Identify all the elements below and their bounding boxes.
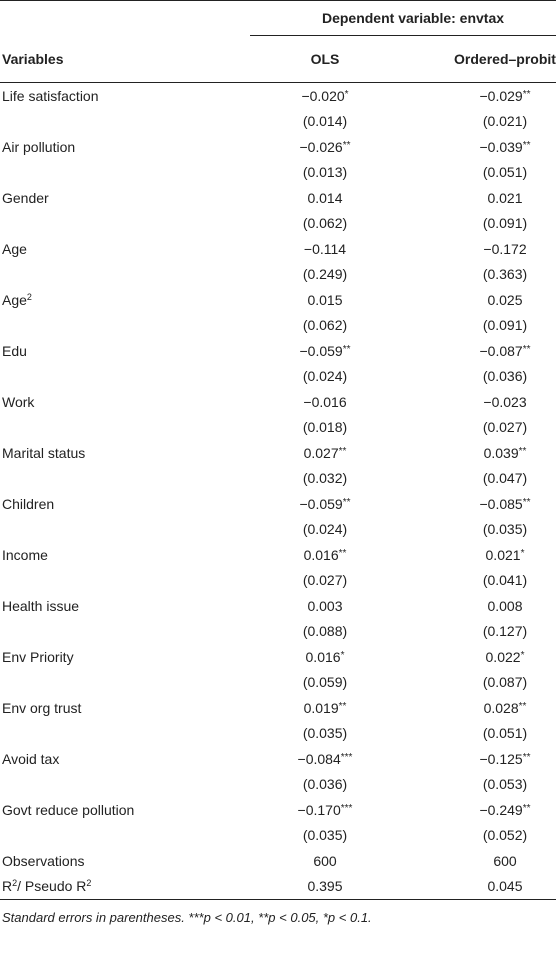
table-row	[0, 593, 556, 619]
ordered-probit-value: (0.021)	[482, 113, 528, 130]
table-row	[0, 746, 556, 772]
variable-label	[0, 517, 250, 543]
table-row	[0, 160, 556, 186]
table-row	[0, 670, 556, 696]
significance-stars: **	[338, 700, 347, 712]
table-row	[0, 185, 556, 211]
table-row	[0, 619, 556, 645]
significance-stars: *	[520, 547, 525, 559]
ordered-probit-value: (0.041)	[482, 572, 528, 589]
ols-value: (0.062)	[302, 317, 348, 334]
ols-value: (0.059)	[302, 674, 348, 691]
table-row	[0, 211, 556, 237]
ols-value: 0.003	[307, 597, 343, 614]
variable-label: Age	[2, 240, 27, 257]
table-row	[0, 338, 556, 364]
significance-stars: **	[342, 496, 351, 508]
variable-label	[0, 568, 250, 594]
variable-label: Work	[2, 393, 35, 410]
variable-label: Children	[2, 495, 55, 512]
table-row	[0, 823, 556, 849]
table-row	[0, 313, 556, 339]
variable-label	[0, 466, 250, 492]
ols-value: −0.016	[303, 393, 347, 410]
ols-value: (0.035)	[302, 725, 348, 742]
variable-label	[0, 313, 250, 339]
variable-label: Air pollution	[2, 138, 76, 155]
ols-value: 0.027**	[303, 444, 347, 461]
variable-label: Govt reduce pollution	[2, 801, 135, 818]
significance-stars: ***	[340, 802, 353, 814]
ols-value: 600	[313, 852, 337, 869]
table-row	[0, 389, 556, 415]
ols-header: OLS	[250, 36, 380, 83]
ols-value: (0.036)	[302, 776, 348, 793]
table-row	[0, 415, 556, 441]
ordered-probit-value: (0.091)	[482, 215, 528, 232]
ordered-probit-value: 0.021*	[485, 546, 525, 563]
ols-value: −0.059**	[299, 342, 351, 359]
ordered-probit-value: (0.052)	[482, 827, 528, 844]
table-row	[0, 287, 556, 313]
table-row	[0, 364, 556, 390]
table-row	[0, 134, 556, 160]
ordered-probit-value: (0.363)	[482, 266, 528, 283]
table-row	[0, 644, 556, 670]
significance-stars: **	[522, 343, 531, 355]
ordered-probit-value: 0.025	[487, 291, 523, 308]
table-row	[0, 440, 556, 466]
ols-value: (0.035)	[302, 827, 348, 844]
table-row	[0, 772, 556, 798]
ordered-probit-value: (0.035)	[482, 521, 528, 538]
ols-value: 0.014	[307, 189, 343, 206]
table-row	[0, 262, 556, 288]
table-row	[0, 83, 556, 109]
table-row	[0, 517, 556, 543]
variable-label: Income	[2, 546, 48, 563]
ols-value: (0.013)	[302, 164, 348, 181]
ols-value: (0.027)	[302, 572, 348, 589]
ols-value: −0.020*	[301, 87, 349, 104]
table-row	[0, 542, 556, 568]
column-header-row	[0, 36, 556, 83]
ordered-probit-value: (0.091)	[482, 317, 528, 334]
ordered-probit-value: −0.087**	[479, 342, 531, 359]
significance-stars: **	[338, 547, 347, 559]
ordered-probit-value: (0.053)	[482, 776, 528, 793]
significance-stars: *	[344, 88, 349, 100]
table-row	[0, 568, 556, 594]
ordered-probit-value: (0.047)	[482, 470, 528, 487]
ols-value: (0.024)	[302, 368, 348, 385]
ordered-probit-value: (0.087)	[482, 674, 528, 691]
variable-label	[0, 823, 250, 849]
table-row	[0, 721, 556, 747]
significance-stars: **	[342, 139, 351, 151]
ols-value: −0.084***	[297, 750, 353, 767]
dependent-variable-header: Dependent variable: envtax	[250, 1, 556, 36]
table-row	[0, 797, 556, 823]
variables-header: Variables	[0, 36, 250, 83]
table-body	[0, 83, 556, 900]
ols-value: (0.018)	[302, 419, 348, 436]
ordered-probit-value: (0.051)	[482, 725, 528, 742]
ordered-probit-header: Ordered–probit	[380, 36, 556, 83]
ordered-probit-value: 0.028**	[483, 699, 527, 716]
variable-label	[0, 670, 250, 696]
significance-stars: **	[342, 343, 351, 355]
table-row	[0, 491, 556, 517]
significance-stars: **	[522, 802, 531, 814]
variable-label	[0, 415, 250, 441]
significance-stars: **	[522, 88, 531, 100]
table-row	[0, 466, 556, 492]
ordered-probit-value: (0.051)	[482, 164, 528, 181]
variable-label: Observations	[2, 852, 85, 869]
ols-value: 0.016**	[303, 546, 347, 563]
variable-label	[0, 772, 250, 798]
variable-label: Gender	[2, 189, 49, 206]
ordered-probit-value: (0.036)	[482, 368, 528, 385]
ols-value: 0.395	[250, 874, 380, 900]
ordered-probit-value: (0.127)	[482, 623, 528, 640]
ordered-probit-value: 0.045	[380, 874, 556, 900]
variable-label	[0, 721, 250, 747]
significance-stars: **	[338, 445, 347, 457]
variable-label: Avoid tax	[2, 750, 60, 767]
ols-value: −0.059**	[299, 495, 351, 512]
variable-label	[0, 619, 250, 645]
ols-value: −0.026**	[299, 138, 351, 155]
table-row	[0, 695, 556, 721]
table-row	[0, 236, 556, 262]
variable-label	[0, 160, 250, 186]
ordered-probit-value: (0.027)	[482, 419, 528, 436]
ordered-probit-value: 600	[493, 852, 517, 869]
variable-label: Edu	[2, 342, 27, 359]
ordered-probit-value: −0.039**	[479, 138, 531, 155]
table-row	[0, 109, 556, 135]
ols-value: 0.016*	[305, 648, 345, 665]
ols-value: 0.015	[307, 291, 343, 308]
ordered-probit-value: −0.029**	[479, 87, 531, 104]
variable-label: Life satisfaction	[2, 87, 99, 104]
significance-stars: *	[340, 649, 345, 661]
ols-value: (0.024)	[302, 521, 348, 538]
ordered-probit-value: −0.085**	[479, 495, 531, 512]
variable-label: Age$^2$	[2, 291, 32, 308]
significance-stars: **	[522, 496, 531, 508]
variable-label: Env Priority	[2, 648, 74, 665]
ordered-probit-value: −0.125**	[479, 750, 531, 767]
ordered-probit-value: −0.249**	[479, 801, 531, 818]
ols-value: −0.170***	[297, 801, 353, 818]
ordered-probit-value: −0.172	[483, 240, 527, 257]
ordered-probit-value: 0.021	[487, 189, 523, 206]
ordered-probit-value: 0.022*	[485, 648, 525, 665]
group-header-row	[0, 1, 556, 36]
table-footnote: Standard errors in parentheses. ***p < 0.01, **p < 0.05, *p < 0.1.	[2, 910, 372, 925]
ols-value: (0.032)	[302, 470, 348, 487]
variable-label	[0, 109, 250, 135]
significance-stars: **	[522, 751, 531, 763]
significance-stars: **	[522, 139, 531, 151]
ols-value: −0.114	[303, 240, 347, 257]
ordered-probit-value: 0.008	[487, 597, 523, 614]
significance-stars: **	[518, 700, 527, 712]
variable-label: Env org trust	[2, 699, 82, 716]
ols-value: (0.088)	[302, 623, 348, 640]
ols-value: (0.249)	[302, 266, 348, 283]
variable-label: Health issue	[2, 597, 80, 614]
variable-label	[0, 364, 250, 390]
significance-stars: **	[518, 445, 527, 457]
variable-label: $R^2/$ Pseudo $R^2$	[0, 874, 250, 900]
ordered-probit-value: 0.039**	[483, 444, 527, 461]
variable-label	[0, 262, 250, 288]
ols-value: (0.062)	[302, 215, 348, 232]
ols-value: 0.019**	[303, 699, 347, 716]
significance-stars: ***	[340, 751, 353, 763]
variable-label: Marital status	[2, 444, 86, 461]
table-row	[0, 874, 556, 900]
ols-value: (0.014)	[302, 113, 348, 130]
table-row	[0, 848, 556, 874]
ordered-probit-value: −0.023	[483, 393, 527, 410]
variable-label	[0, 211, 250, 237]
significance-stars: *	[520, 649, 525, 661]
